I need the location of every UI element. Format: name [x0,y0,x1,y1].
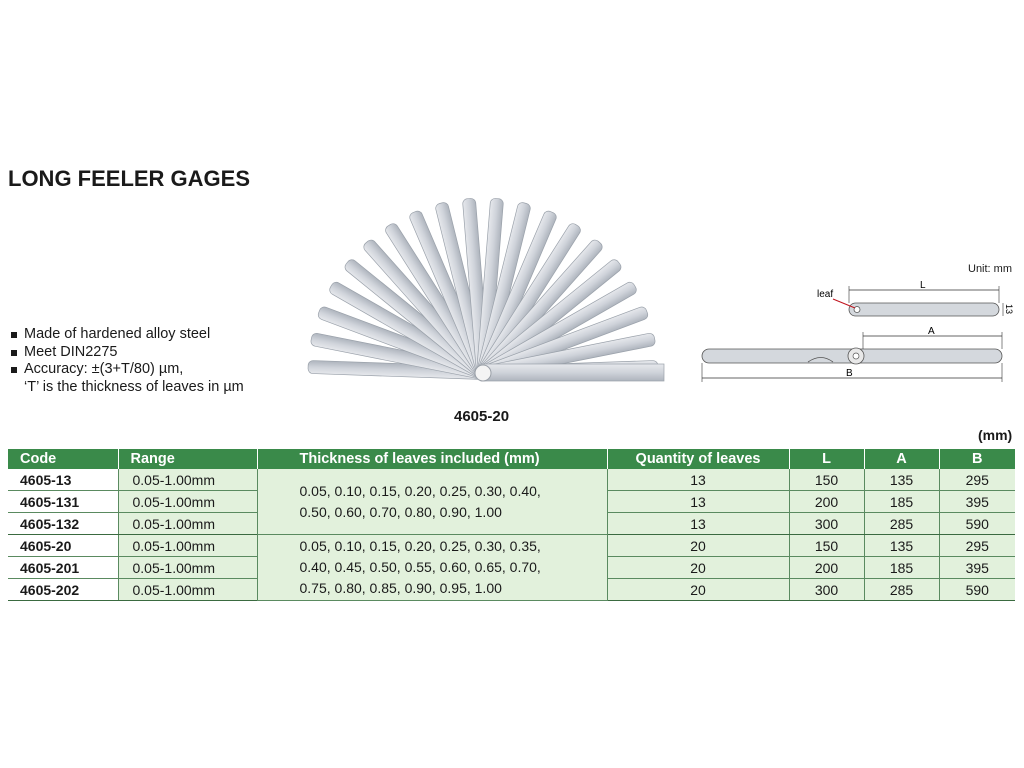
cell-A: 285 [864,579,939,601]
cell-A: 185 [864,491,939,513]
cell-code: 4605-131 [8,491,118,513]
cell-quantity: 13 [607,513,789,535]
cell-A: 135 [864,469,939,491]
bullet-icon [11,332,17,338]
cell-range: 0.05-1.00mm [118,469,257,491]
dimension-diagram [696,258,1016,388]
feature-item: Meet DIN2275 [10,344,244,362]
cell-L: 150 [789,535,864,557]
bullet-icon [11,350,17,356]
col-header-quantity: Quantity of leaves [607,449,789,469]
bullet-icon [11,367,17,373]
spec-table [8,449,1015,601]
table-row [8,469,1015,491]
cell-range: 0.05-1.00mm [118,513,257,535]
table-header-row [8,449,1015,469]
col-header-code: Code [8,449,118,469]
cell-code: 4605-13 [8,469,118,491]
feature-item: Made of hardened alloy steel [10,326,244,344]
leaf-hole-icon [854,307,860,313]
feeler-gage-image [300,192,680,392]
cell-B: 395 [939,557,1015,579]
cell-thickness-group: 0.05, 0.10, 0.15, 0.20, 0.25, 0.30, 0.40, 0.50, 0.60, 0.70, 0.80, 0.90, 1.00 [257,469,607,535]
page-title: LONG FEELER GAGES [8,166,251,191]
leaf-label: leaf [817,289,834,300]
leaf-pointer-line [833,299,855,308]
cell-B: 395 [939,491,1015,513]
cell-code: 4605-202 [8,579,118,601]
cell-quantity: 20 [607,535,789,557]
cell-A: 285 [864,513,939,535]
col-header-B: B [939,449,1015,469]
cell-A: 135 [864,535,939,557]
dim-width-label: 13 [1004,304,1014,315]
table-unit: (mm) [978,427,1013,443]
cell-range: 0.05-1.00mm [118,579,257,601]
cell-code: 4605-201 [8,557,118,579]
cell-code: 4605-132 [8,513,118,535]
cell-L: 200 [789,557,864,579]
dim-L-label: L [920,280,926,291]
feature-list [10,326,244,396]
table-row [8,535,1015,557]
cell-range: 0.05-1.00mm [118,557,257,579]
cell-thickness-group: 0.05, 0.10, 0.15, 0.20, 0.25, 0.30, 0.35, 0.40, 0.45, 0.50, 0.55, 0.60, 0.65, 0.70, 0.75, 0.80, 0.85, 0.90, 0.95, 1.00 [257,535,607,601]
gage-leaves [308,198,664,382]
col-header-range: Range [118,449,257,469]
col-header-thickness: Thickness of leaves included (mm) [257,449,607,469]
cell-quantity: 20 [607,579,789,601]
col-header-A: A [864,449,939,469]
dim-A-label: A [928,326,935,337]
cell-quantity: 13 [607,469,789,491]
cell-L: 300 [789,513,864,535]
cell-B: 295 [939,469,1015,491]
cell-B: 590 [939,579,1015,601]
single-leaf-shape [849,303,999,316]
diagram-unit: Unit: mm [968,263,1012,275]
image-caption: 4605-20 [454,408,510,425]
cell-A: 185 [864,557,939,579]
cell-code: 4605-20 [8,535,118,557]
feature-continuation: ‘T’ is the thickness of leaves in µm [24,378,244,395]
col-header-L: L [789,449,864,469]
feature-item: Accuracy: ±(3+T/80) µm, [10,361,244,379]
cell-range: 0.05-1.00mm [118,491,257,513]
dim-B-label: B [846,368,853,379]
gage-body [481,364,664,381]
cell-L: 300 [789,579,864,601]
cell-quantity: 20 [607,557,789,579]
pivot-screw-icon [475,365,491,381]
cell-quantity: 13 [607,491,789,513]
cell-L: 150 [789,469,864,491]
cell-B: 295 [939,535,1015,557]
cell-B: 590 [939,513,1015,535]
cell-range: 0.05-1.00mm [118,535,257,557]
cell-L: 200 [789,491,864,513]
